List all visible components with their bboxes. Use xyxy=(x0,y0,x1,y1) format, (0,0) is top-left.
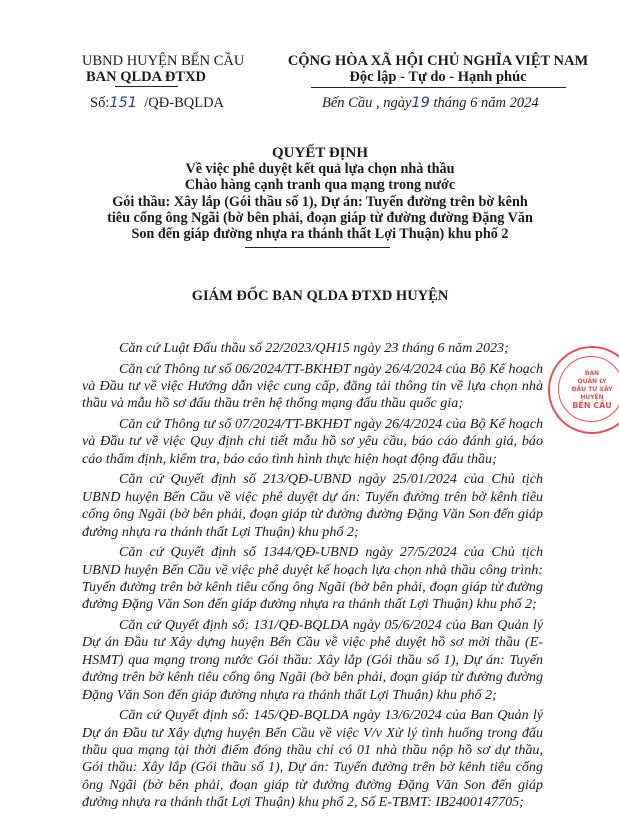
basis-paragraph: Căn cứ Quyết định số: 131/QĐ-BQLDA ngày 05/6/2024 của Ban Quản lý Dự án Đầu tư Xây dựng huyện Bến Cầu về việc phê duyệt hồ sơ mời thầu (E-HSMT) qua mạng trong nước Gói thầu: Xây lắp (Gói thầu số 1), Dự án: Tuyến đường trên bờ kênh tiêu cống ông Ngãi (bờ bên phải, đoạn giáp từ đường đường Đặng Văn Son đến giáp đường nhựa ra thánh thất Lợi Thuận) khu phố 2; xyxy=(82,617,543,703)
agency-underline xyxy=(115,86,178,87)
agency-name: BAN QLDA ĐTXD xyxy=(85,69,207,85)
basis-paragraph: Căn cứ Luật Đấu thầu số 22/2023/QH15 ngày 23 tháng 6 năm 2023; xyxy=(119,340,509,356)
legal-basis xyxy=(82,340,543,815)
issuing-authority: GIÁM ĐỐC BAN QLDA ĐTXD HUYỆN xyxy=(191,288,449,304)
number-suffix: /QĐ-BQLDA xyxy=(144,95,225,111)
number-prefix: Số: xyxy=(90,95,110,111)
decision-subject-1: Về việc phê duyệt kết quả lựa chọn nhà thầu xyxy=(185,161,455,178)
basis-paragraph: Căn cứ Quyết định số 213/QĐ-UBND ngày 25/01/2024 của Chủ tịch UBND huyện Bến Cầu về việc phê duyệt dự án: Tuyến đường trên bờ kênh tiêu cống ông Ngãi (bờ bên phải, đoạn giáp từ đường đường Đặng Văn Son đến giáp đường nhựa ra thánh thất Lợi Thuận) khu phố 2; xyxy=(82,471,543,540)
basis-paragraph: Căn cứ Quyết định số: 145/QĐ-BQLDA ngày 13/6/2024 của Ban Quản lý Dự án Đầu tư Xây dựng huyện Bến Cầu về việc V/v Xử lý tình huống trong đấu thầu qua mạng tại thời điểm đóng thầu chỉ có 01 nhà thầu nộp hồ sơ dự thầu, Gói thầu: Xây lắp (Gói thầu số 1), Dự án: Tuyến đường trên bờ kênh tiêu cống ông Ngãi (bờ bên phải, đoạn giáp từ đường đường Đặng Văn Son đến giáp đường nhựa ra thánh thất Lợi Thuận) khu phố 2, Số E-TBMT: IB2400147705; xyxy=(82,707,543,811)
national-motto: Độc lập - Tự do - Hạnh phúc xyxy=(349,69,527,85)
decision-title xyxy=(60,145,580,242)
basis-paragraph: Căn cứ Thông tư số 06/2024/TT-BKHĐT ngày 26/4/2024 của Bộ Kế hoạch và Đầu tư về việc Hướng dẫn việc cung cấp, đăng tải thông tin về lựa chọn nhà thầu và mẫu hồ sơ đấu thầu trên hệ thống mạng đấu thầu quốc gia; xyxy=(82,360,543,412)
document-number xyxy=(90,95,224,111)
agency-parent: UBND HUYỆN BẾN CẦU xyxy=(82,53,245,69)
decision-subject-3: Gói thầu: Xây lắp (Gói thầu số 1), Dự án: Tuyến đường trên bờ kênh tiêu cống ông Ngãi (bờ bên phải, đoạn giáp từ đường đường Đặng Văn Son đến giáp đường nhựa ra thánh thất Lợi Thuận) khu phố 2 xyxy=(107,193,533,243)
date-suffix: tháng 6 năm 2024 xyxy=(433,95,539,111)
title-underline xyxy=(245,247,390,248)
decision-heading: QUYẾT ĐỊNH xyxy=(272,145,368,161)
nation-name: CỘNG HÒA XÃ HỘI CHỦ NGHĨA VIỆT NAM xyxy=(287,53,589,69)
basis-paragraph: Căn cứ Thông tư số 07/2024/TT-BKHĐT ngày 26/4/2024 của Bộ Kế hoạch và Đầu tư về việc Quy định chi tiết mẫu hồ sơ yêu cầu, báo cáo đánh giá, báo cáo thẩm định, kiểm tra, báo cáo tình hình thực hiện hoạt động đấu thầu; xyxy=(82,416,543,467)
decision-subject-2: Chào hàng cạnh tranh qua mạng trong nước xyxy=(184,177,456,194)
basis-paragraph: Căn cứ Quyết định số 1344/QĐ-UBND ngày 27/5/2024 của Chủ tịch UBND huyện Bến Cầu về việc phê duyệt kế hoạch lựa chọn nhà thầu công trình: Tuyến đường trên bờ kênh tiêu cống ông Ngãi (bờ bên phải, đoạn giáp từ đường đường Đặng Văn Son đến giáp đường nhựa ra thánh thất Lợi Thuận) khu phố 2; xyxy=(82,544,543,613)
handwritten-number: 151 xyxy=(109,95,138,111)
date-prefix: Bến Cầu , ngày xyxy=(322,95,412,111)
motto-underline xyxy=(311,87,566,88)
handwritten-day: 19 xyxy=(411,95,430,111)
document-date xyxy=(322,95,539,111)
official-stamp: BAN QUẢN LÝ ĐẦU TƯ XÂY HUYỆN BẾN CẦU xyxy=(548,346,619,434)
